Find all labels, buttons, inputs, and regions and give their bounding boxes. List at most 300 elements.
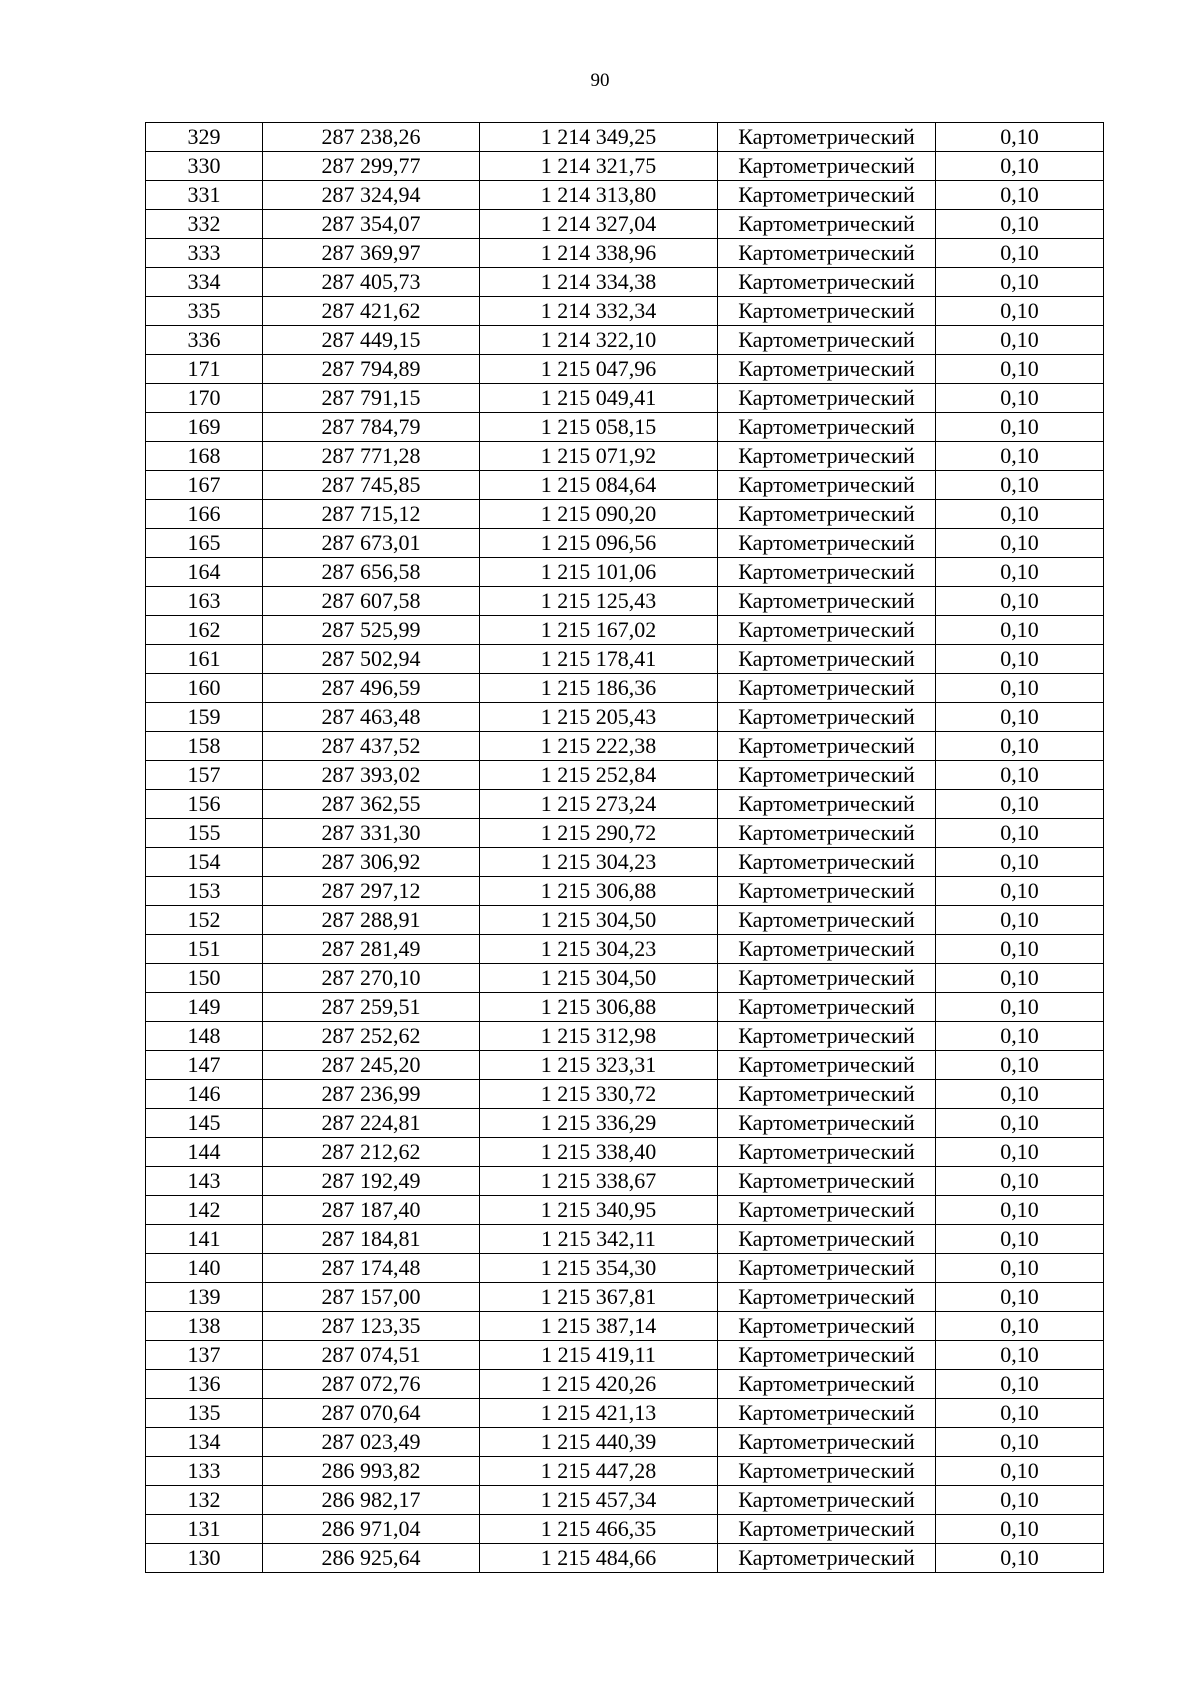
accuracy-cell: 0,10 (936, 1486, 1104, 1515)
method-cell: Картометрический (718, 819, 936, 848)
method-cell: Картометрический (718, 297, 936, 326)
method-cell: Картометрический (718, 1167, 936, 1196)
method-cell: Картометрический (718, 906, 936, 935)
point-number-cell: 148 (146, 1022, 263, 1051)
method-cell: Картометрический (718, 645, 936, 674)
point-number-cell: 147 (146, 1051, 263, 1080)
x-coordinate-cell: 287 771,28 (263, 442, 480, 471)
y-coordinate-cell: 1 215 457,34 (480, 1486, 718, 1515)
table-row (146, 384, 1104, 413)
y-coordinate-cell: 1 215 421,13 (480, 1399, 718, 1428)
accuracy-cell: 0,10 (936, 268, 1104, 297)
y-coordinate-cell: 1 215 273,24 (480, 790, 718, 819)
table-row (146, 1399, 1104, 1428)
method-cell: Картометрический (718, 442, 936, 471)
point-number-cell: 332 (146, 210, 263, 239)
method-cell: Картометрический (718, 355, 936, 384)
method-cell: Картометрический (718, 993, 936, 1022)
method-cell: Картометрический (718, 1486, 936, 1515)
table-row (146, 964, 1104, 993)
x-coordinate-cell: 287 331,30 (263, 819, 480, 848)
point-number-cell: 132 (146, 1486, 263, 1515)
x-coordinate-cell: 286 993,82 (263, 1457, 480, 1486)
accuracy-cell: 0,10 (936, 1196, 1104, 1225)
y-coordinate-cell: 1 214 338,96 (480, 239, 718, 268)
accuracy-cell: 0,10 (936, 1051, 1104, 1080)
x-coordinate-cell: 287 354,07 (263, 210, 480, 239)
method-cell: Картометрический (718, 1399, 936, 1428)
y-coordinate-cell: 1 215 290,72 (480, 819, 718, 848)
x-coordinate-cell: 287 288,91 (263, 906, 480, 935)
y-coordinate-cell: 1 215 049,41 (480, 384, 718, 413)
x-coordinate-cell: 287 238,26 (263, 123, 480, 152)
y-coordinate-cell: 1 215 387,14 (480, 1312, 718, 1341)
y-coordinate-cell: 1 214 332,34 (480, 297, 718, 326)
table-row (146, 529, 1104, 558)
x-coordinate-cell: 287 074,51 (263, 1341, 480, 1370)
method-cell: Картометрический (718, 964, 936, 993)
accuracy-cell: 0,10 (936, 964, 1104, 993)
x-coordinate-cell: 287 362,55 (263, 790, 480, 819)
y-coordinate-cell: 1 215 336,29 (480, 1109, 718, 1138)
accuracy-cell: 0,10 (936, 732, 1104, 761)
point-number-cell: 169 (146, 413, 263, 442)
accuracy-cell: 0,10 (936, 1515, 1104, 1544)
accuracy-cell: 0,10 (936, 1283, 1104, 1312)
x-coordinate-cell: 287 502,94 (263, 645, 480, 674)
method-cell: Картометрический (718, 1225, 936, 1254)
point-number-cell: 163 (146, 587, 263, 616)
method-cell: Картометрический (718, 1515, 936, 1544)
accuracy-cell: 0,10 (936, 877, 1104, 906)
table-row (146, 152, 1104, 181)
table-row (146, 1283, 1104, 1312)
method-cell: Картометрический (718, 732, 936, 761)
x-coordinate-cell: 287 437,52 (263, 732, 480, 761)
table-row (146, 761, 1104, 790)
x-coordinate-cell: 287 673,01 (263, 529, 480, 558)
x-coordinate-cell: 287 236,99 (263, 1080, 480, 1109)
accuracy-cell: 0,10 (936, 645, 1104, 674)
accuracy-cell: 0,10 (936, 1022, 1104, 1051)
x-coordinate-cell: 286 925,64 (263, 1544, 480, 1573)
accuracy-cell: 0,10 (936, 703, 1104, 732)
table-row (146, 268, 1104, 297)
table-row (146, 1109, 1104, 1138)
point-number-cell: 144 (146, 1138, 263, 1167)
y-coordinate-cell: 1 215 167,02 (480, 616, 718, 645)
table-row (146, 1254, 1104, 1283)
point-number-cell: 161 (146, 645, 263, 674)
point-number-cell: 168 (146, 442, 263, 471)
accuracy-cell: 0,10 (936, 123, 1104, 152)
accuracy-cell: 0,10 (936, 1254, 1104, 1283)
table-row (146, 587, 1104, 616)
accuracy-cell: 0,10 (936, 239, 1104, 268)
table-row (146, 1515, 1104, 1544)
x-coordinate-cell: 287 715,12 (263, 500, 480, 529)
x-coordinate-cell: 287 297,12 (263, 877, 480, 906)
table-row (146, 1341, 1104, 1370)
y-coordinate-cell: 1 215 186,36 (480, 674, 718, 703)
method-cell: Картометрический (718, 1022, 936, 1051)
method-cell: Картометрический (718, 1254, 936, 1283)
table-row (146, 297, 1104, 326)
point-number-cell: 155 (146, 819, 263, 848)
y-coordinate-cell: 1 214 334,38 (480, 268, 718, 297)
method-cell: Картометрический (718, 471, 936, 500)
point-number-cell: 140 (146, 1254, 263, 1283)
x-coordinate-cell: 287 192,49 (263, 1167, 480, 1196)
method-cell: Картометрический (718, 268, 936, 297)
table-row (146, 1544, 1104, 1573)
y-coordinate-cell: 1 215 484,66 (480, 1544, 718, 1573)
method-cell: Картометрический (718, 326, 936, 355)
point-number-cell: 165 (146, 529, 263, 558)
x-coordinate-cell: 287 070,64 (263, 1399, 480, 1428)
method-cell: Картометрический (718, 935, 936, 964)
y-coordinate-cell: 1 214 321,75 (480, 152, 718, 181)
accuracy-cell: 0,10 (936, 471, 1104, 500)
y-coordinate-cell: 1 214 313,80 (480, 181, 718, 210)
y-coordinate-cell: 1 215 306,88 (480, 877, 718, 906)
x-coordinate-cell: 287 299,77 (263, 152, 480, 181)
table-row (146, 1080, 1104, 1109)
y-coordinate-cell: 1 215 222,38 (480, 732, 718, 761)
table-row (146, 1370, 1104, 1399)
accuracy-cell: 0,10 (936, 993, 1104, 1022)
point-number-cell: 171 (146, 355, 263, 384)
table-row (146, 1457, 1104, 1486)
point-number-cell: 160 (146, 674, 263, 703)
x-coordinate-cell: 287 252,62 (263, 1022, 480, 1051)
page-number: 90 (590, 70, 610, 91)
method-cell: Картометрический (718, 1109, 936, 1138)
accuracy-cell: 0,10 (936, 442, 1104, 471)
table-row (146, 703, 1104, 732)
y-coordinate-cell: 1 215 071,92 (480, 442, 718, 471)
accuracy-cell: 0,10 (936, 326, 1104, 355)
y-coordinate-cell: 1 215 205,43 (480, 703, 718, 732)
table-row (146, 1022, 1104, 1051)
method-cell: Картометрический (718, 1341, 936, 1370)
x-coordinate-cell: 287 607,58 (263, 587, 480, 616)
y-coordinate-cell: 1 215 304,23 (480, 935, 718, 964)
table-row (146, 877, 1104, 906)
table-row (146, 355, 1104, 384)
accuracy-cell: 0,10 (936, 935, 1104, 964)
y-coordinate-cell: 1 214 327,04 (480, 210, 718, 239)
accuracy-cell: 0,10 (936, 906, 1104, 935)
y-coordinate-cell: 1 215 125,43 (480, 587, 718, 616)
table-row (146, 645, 1104, 674)
coordinates-table-body (146, 123, 1104, 1573)
point-number-cell: 331 (146, 181, 263, 210)
point-number-cell: 138 (146, 1312, 263, 1341)
y-coordinate-cell: 1 215 090,20 (480, 500, 718, 529)
table-row (146, 326, 1104, 355)
method-cell: Картометрический (718, 1138, 936, 1167)
table-row (146, 848, 1104, 877)
accuracy-cell: 0,10 (936, 790, 1104, 819)
accuracy-cell: 0,10 (936, 1370, 1104, 1399)
method-cell: Картометрический (718, 616, 936, 645)
point-number-cell: 130 (146, 1544, 263, 1573)
method-cell: Картометрический (718, 384, 936, 413)
y-coordinate-cell: 1 215 367,81 (480, 1283, 718, 1312)
x-coordinate-cell: 287 393,02 (263, 761, 480, 790)
point-number-cell: 136 (146, 1370, 263, 1399)
accuracy-cell: 0,10 (936, 1167, 1104, 1196)
table-row (146, 1225, 1104, 1254)
accuracy-cell: 0,10 (936, 616, 1104, 645)
accuracy-cell: 0,10 (936, 210, 1104, 239)
y-coordinate-cell: 1 215 304,23 (480, 848, 718, 877)
method-cell: Картометрический (718, 1370, 936, 1399)
x-coordinate-cell: 287 072,76 (263, 1370, 480, 1399)
method-cell: Картометрический (718, 761, 936, 790)
point-number-cell: 134 (146, 1428, 263, 1457)
method-cell: Картометрический (718, 413, 936, 442)
y-coordinate-cell: 1 215 440,39 (480, 1428, 718, 1457)
method-cell: Картометрический (718, 790, 936, 819)
method-cell: Картометрический (718, 1428, 936, 1457)
point-number-cell: 141 (146, 1225, 263, 1254)
method-cell: Картометрический (718, 181, 936, 210)
accuracy-cell: 0,10 (936, 500, 1104, 529)
x-coordinate-cell: 287 123,35 (263, 1312, 480, 1341)
x-coordinate-cell: 287 281,49 (263, 935, 480, 964)
table-row (146, 993, 1104, 1022)
point-number-cell: 329 (146, 123, 263, 152)
accuracy-cell: 0,10 (936, 761, 1104, 790)
table-row (146, 819, 1104, 848)
coordinates-table (145, 122, 1104, 1573)
table-row (146, 935, 1104, 964)
y-coordinate-cell: 1 215 340,95 (480, 1196, 718, 1225)
accuracy-cell: 0,10 (936, 1109, 1104, 1138)
table-row (146, 1138, 1104, 1167)
method-cell: Картометрический (718, 1544, 936, 1573)
accuracy-cell: 0,10 (936, 1428, 1104, 1457)
point-number-cell: 143 (146, 1167, 263, 1196)
method-cell: Картометрический (718, 1457, 936, 1486)
x-coordinate-cell: 287 784,79 (263, 413, 480, 442)
y-coordinate-cell: 1 214 322,10 (480, 326, 718, 355)
y-coordinate-cell: 1 215 354,30 (480, 1254, 718, 1283)
x-coordinate-cell: 286 982,17 (263, 1486, 480, 1515)
point-number-cell: 145 (146, 1109, 263, 1138)
x-coordinate-cell: 287 405,73 (263, 268, 480, 297)
x-coordinate-cell: 287 791,15 (263, 384, 480, 413)
accuracy-cell: 0,10 (936, 558, 1104, 587)
x-coordinate-cell: 287 224,81 (263, 1109, 480, 1138)
accuracy-cell: 0,10 (936, 674, 1104, 703)
table-row (146, 790, 1104, 819)
point-number-cell: 131 (146, 1515, 263, 1544)
x-coordinate-cell: 287 023,49 (263, 1428, 480, 1457)
x-coordinate-cell: 287 245,20 (263, 1051, 480, 1080)
point-number-cell: 335 (146, 297, 263, 326)
x-coordinate-cell: 287 157,00 (263, 1283, 480, 1312)
table-row (146, 1167, 1104, 1196)
y-coordinate-cell: 1 215 101,06 (480, 558, 718, 587)
x-coordinate-cell: 287 449,15 (263, 326, 480, 355)
accuracy-cell: 0,10 (936, 529, 1104, 558)
point-number-cell: 133 (146, 1457, 263, 1486)
accuracy-cell: 0,10 (936, 1080, 1104, 1109)
method-cell: Картометрический (718, 1196, 936, 1225)
accuracy-cell: 0,10 (936, 587, 1104, 616)
accuracy-cell: 0,10 (936, 1544, 1104, 1573)
method-cell: Картометрический (718, 152, 936, 181)
y-coordinate-cell: 1 215 466,35 (480, 1515, 718, 1544)
point-number-cell: 146 (146, 1080, 263, 1109)
x-coordinate-cell: 287 496,59 (263, 674, 480, 703)
y-coordinate-cell: 1 215 312,98 (480, 1022, 718, 1051)
x-coordinate-cell: 287 324,94 (263, 181, 480, 210)
point-number-cell: 164 (146, 558, 263, 587)
method-cell: Картометрический (718, 500, 936, 529)
accuracy-cell: 0,10 (936, 413, 1104, 442)
point-number-cell: 157 (146, 761, 263, 790)
x-coordinate-cell: 287 174,48 (263, 1254, 480, 1283)
accuracy-cell: 0,10 (936, 181, 1104, 210)
x-coordinate-cell: 287 184,81 (263, 1225, 480, 1254)
accuracy-cell: 0,10 (936, 1138, 1104, 1167)
table-row (146, 123, 1104, 152)
point-number-cell: 154 (146, 848, 263, 877)
point-number-cell: 336 (146, 326, 263, 355)
y-coordinate-cell: 1 215 447,28 (480, 1457, 718, 1486)
y-coordinate-cell: 1 215 058,15 (480, 413, 718, 442)
y-coordinate-cell: 1 215 047,96 (480, 355, 718, 384)
table-row (146, 1196, 1104, 1225)
table-row (146, 442, 1104, 471)
x-coordinate-cell: 287 463,48 (263, 703, 480, 732)
table-row (146, 210, 1104, 239)
x-coordinate-cell: 287 525,99 (263, 616, 480, 645)
accuracy-cell: 0,10 (936, 355, 1104, 384)
x-coordinate-cell: 287 187,40 (263, 1196, 480, 1225)
y-coordinate-cell: 1 214 349,25 (480, 123, 718, 152)
table-row (146, 1486, 1104, 1515)
method-cell: Картометрический (718, 877, 936, 906)
point-number-cell: 135 (146, 1399, 263, 1428)
y-coordinate-cell: 1 215 342,11 (480, 1225, 718, 1254)
y-coordinate-cell: 1 215 096,56 (480, 529, 718, 558)
y-coordinate-cell: 1 215 323,31 (480, 1051, 718, 1080)
accuracy-cell: 0,10 (936, 384, 1104, 413)
y-coordinate-cell: 1 215 178,41 (480, 645, 718, 674)
y-coordinate-cell: 1 215 306,88 (480, 993, 718, 1022)
table-row (146, 616, 1104, 645)
x-coordinate-cell: 287 794,89 (263, 355, 480, 384)
x-coordinate-cell: 287 306,92 (263, 848, 480, 877)
table-row (146, 732, 1104, 761)
point-number-cell: 166 (146, 500, 263, 529)
table-row (146, 471, 1104, 500)
table-row (146, 906, 1104, 935)
point-number-cell: 334 (146, 268, 263, 297)
table-row (146, 558, 1104, 587)
method-cell: Картометрический (718, 703, 936, 732)
method-cell: Картометрический (718, 123, 936, 152)
x-coordinate-cell: 286 971,04 (263, 1515, 480, 1544)
point-number-cell: 149 (146, 993, 263, 1022)
point-number-cell: 142 (146, 1196, 263, 1225)
method-cell: Картометрический (718, 674, 936, 703)
accuracy-cell: 0,10 (936, 819, 1104, 848)
x-coordinate-cell: 287 259,51 (263, 993, 480, 1022)
x-coordinate-cell: 287 656,58 (263, 558, 480, 587)
table-row (146, 1428, 1104, 1457)
point-number-cell: 162 (146, 616, 263, 645)
y-coordinate-cell: 1 215 304,50 (480, 906, 718, 935)
accuracy-cell: 0,10 (936, 848, 1104, 877)
point-number-cell: 170 (146, 384, 263, 413)
point-number-cell: 137 (146, 1341, 263, 1370)
method-cell: Картометрический (718, 848, 936, 877)
table-row (146, 413, 1104, 442)
accuracy-cell: 0,10 (936, 1312, 1104, 1341)
accuracy-cell: 0,10 (936, 297, 1104, 326)
method-cell: Картометрический (718, 529, 936, 558)
table-row (146, 239, 1104, 268)
point-number-cell: 153 (146, 877, 263, 906)
accuracy-cell: 0,10 (936, 1341, 1104, 1370)
y-coordinate-cell: 1 215 338,67 (480, 1167, 718, 1196)
x-coordinate-cell: 287 421,62 (263, 297, 480, 326)
accuracy-cell: 0,10 (936, 1225, 1104, 1254)
method-cell: Картометрический (718, 1283, 936, 1312)
table-row (146, 500, 1104, 529)
method-cell: Картометрический (718, 210, 936, 239)
method-cell: Картометрический (718, 1051, 936, 1080)
x-coordinate-cell: 287 369,97 (263, 239, 480, 268)
point-number-cell: 152 (146, 906, 263, 935)
y-coordinate-cell: 1 215 252,84 (480, 761, 718, 790)
x-coordinate-cell: 287 212,62 (263, 1138, 480, 1167)
y-coordinate-cell: 1 215 304,50 (480, 964, 718, 993)
point-number-cell: 330 (146, 152, 263, 181)
accuracy-cell: 0,10 (936, 1399, 1104, 1428)
y-coordinate-cell: 1 215 420,26 (480, 1370, 718, 1399)
table-row (146, 674, 1104, 703)
point-number-cell: 167 (146, 471, 263, 500)
point-number-cell: 158 (146, 732, 263, 761)
point-number-cell: 150 (146, 964, 263, 993)
table-row (146, 1312, 1104, 1341)
point-number-cell: 139 (146, 1283, 263, 1312)
y-coordinate-cell: 1 215 330,72 (480, 1080, 718, 1109)
method-cell: Картометрический (718, 587, 936, 616)
table-row (146, 1051, 1104, 1080)
y-coordinate-cell: 1 215 338,40 (480, 1138, 718, 1167)
method-cell: Картометрический (718, 1080, 936, 1109)
accuracy-cell: 0,10 (936, 1457, 1104, 1486)
accuracy-cell: 0,10 (936, 152, 1104, 181)
point-number-cell: 151 (146, 935, 263, 964)
y-coordinate-cell: 1 215 084,64 (480, 471, 718, 500)
method-cell: Картометрический (718, 239, 936, 268)
method-cell: Картометрический (718, 558, 936, 587)
point-number-cell: 156 (146, 790, 263, 819)
y-coordinate-cell: 1 215 419,11 (480, 1341, 718, 1370)
method-cell: Картометрический (718, 1312, 936, 1341)
table-row (146, 181, 1104, 210)
x-coordinate-cell: 287 270,10 (263, 964, 480, 993)
